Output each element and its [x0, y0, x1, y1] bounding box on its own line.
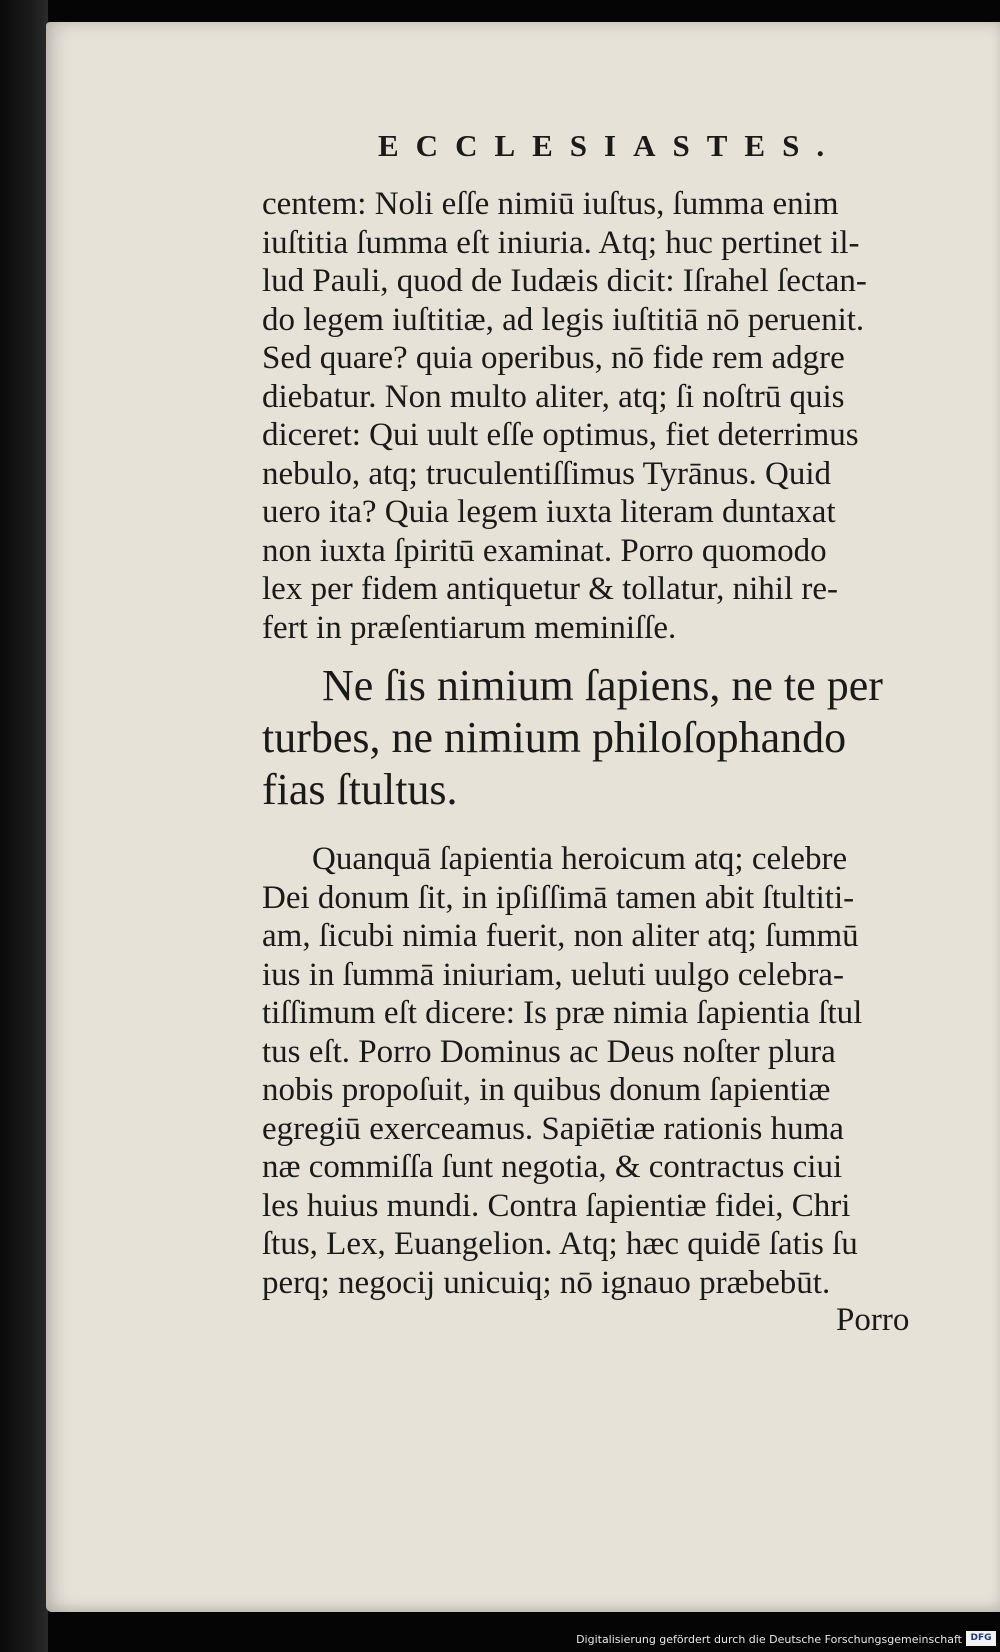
dfg-logo: DFG — [966, 1631, 996, 1646]
text-line: diebatur. Non multo aliter, atq; ſi noſtrū quis — [262, 378, 845, 415]
text-line: Sed quare? quia operibus, nō fide rem adgre — [262, 340, 845, 376]
scripture-verse — [262, 660, 942, 816]
text-line: do legem iuſtitiæ, ad legis iuſtitiā nō peruenit. — [262, 301, 865, 338]
running-head: ECCLESIASTES. — [378, 128, 842, 163]
text-line: lud Pauli, quod de Iudæis dicit: Iſrahel ſectan- — [262, 263, 867, 299]
text-line: Dei donum ſit, in ipſiſſimā tamen abit ſtultiti- — [262, 879, 855, 916]
text-line: non iuxta ſpiritū examinat. Porro quomodo — [262, 532, 827, 569]
text-line: les huius mundi. Contra ſapientiæ fidei, Chri — [262, 1187, 851, 1224]
text-line: ius in ſummā iniuriam, ueluti uulgo celebra- — [262, 956, 844, 993]
text-line: tus eſt. Porro Dominus ac Deus noſter plura — [262, 1033, 836, 1070]
text-line: ſtus, Lex, Euangelion. Atq; hæc quidē ſatis ſu — [262, 1226, 858, 1262]
verse-line: turbes, ne nimium philoſophando — [262, 713, 847, 762]
text-line: Quanquā ſapientia heroicum atq; celebre — [312, 841, 848, 877]
digitization-credit: Digitalisierung gefördert durch die Deutsche Forschungsgemeinschaft — [576, 1633, 962, 1646]
text-line: iuſtitia ſumma eſt iniuria. Atq; huc pertinet il- — [262, 224, 860, 261]
text-line: uero ita? Quia legem iuxta literam duntaxat — [262, 494, 836, 530]
text-line: am, ſicubi nimia fuerit, non aliter atq; ſummū — [262, 918, 859, 954]
text-line: egregiū exerceamus. Sapiētiæ rationis huma — [262, 1110, 844, 1147]
text-line: nebulo, atq; truculentiſſimus Tyrānus. Quid — [262, 455, 832, 492]
verse-line: Ne ſis nimium ſapiens, ne te per — [322, 661, 883, 710]
text-line: lex per fidem antiquetur & tollatur, nihil re- — [262, 571, 839, 607]
text-line: perq; negocij unicuiq; nō ignauo præbebūt. — [262, 1264, 831, 1301]
body-paragraph — [262, 185, 942, 647]
catchword: Porro — [836, 1302, 910, 1338]
text-line: tiſſimum eſt dicere: Is præ nimia ſapientia ſtul — [262, 995, 863, 1031]
text-line: nobis propoſuit, in quibus donum ſapientiæ — [262, 1072, 831, 1108]
scan-background-edge — [0, 0, 48, 1652]
text-line: fert in præſentiarum meminiſſe. — [262, 609, 677, 646]
text-line: diceret: Qui uult eſſe optimus, fiet deterrimus — [262, 417, 859, 453]
text-line: centem: Noli eſſe nimiū iuſtus, ſumma enim — [262, 186, 839, 222]
verse-line: fias ſtultus. — [262, 765, 458, 814]
text-line: næ commiſſa ſunt negotia, & contractus ciui — [262, 1149, 843, 1185]
commentary-paragraph — [262, 840, 942, 1302]
